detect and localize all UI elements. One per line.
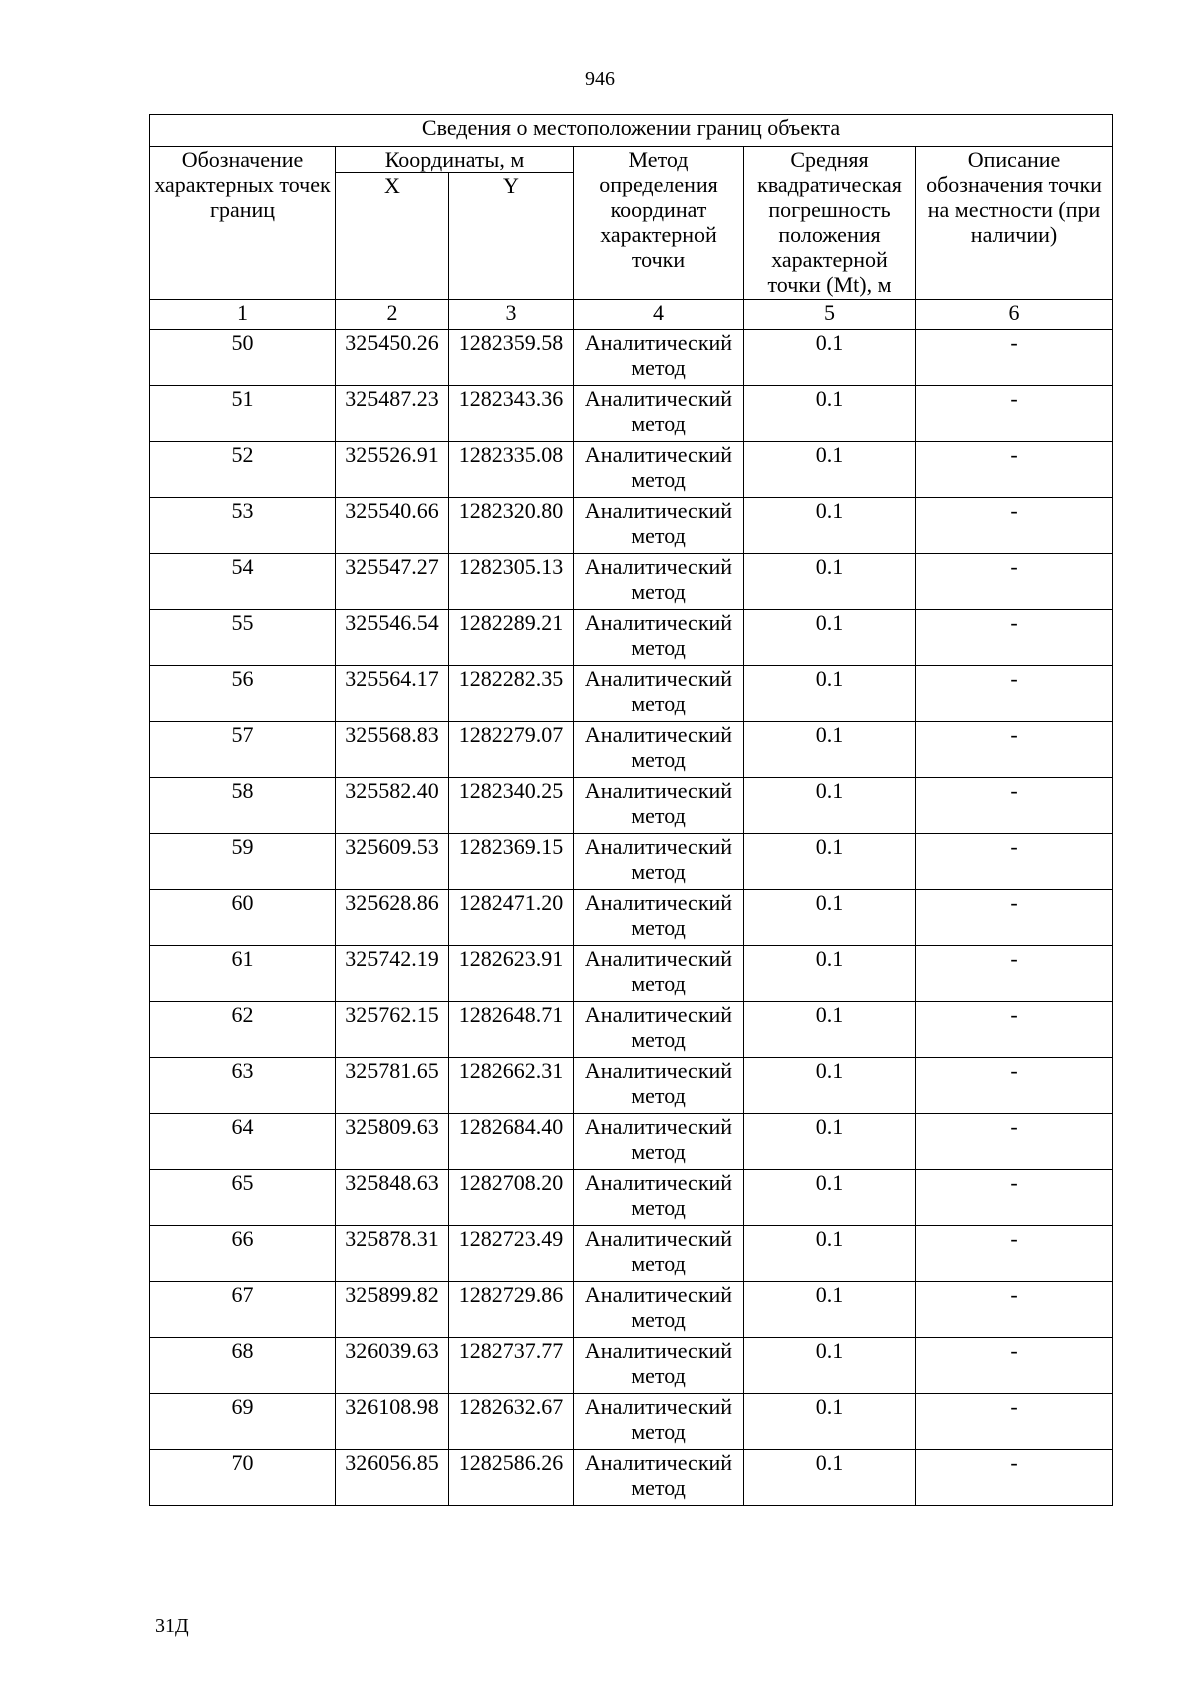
boundary-coordinates-table — [149, 114, 1113, 1506]
table-row — [150, 1450, 1113, 1506]
cell-x: 325628.86 — [336, 890, 449, 946]
cell-point: 51 — [150, 386, 336, 442]
table-row — [150, 442, 1113, 498]
table-row — [150, 890, 1113, 946]
cell-error: 0.1 — [744, 1058, 916, 1114]
cell-y: 1282320.80 — [449, 498, 574, 554]
cell-description: - — [916, 890, 1113, 946]
table-row — [150, 778, 1113, 834]
table-row — [150, 1394, 1113, 1450]
cell-point: 67 — [150, 1282, 336, 1338]
cell-method: Аналитический метод — [574, 330, 744, 386]
cell-error: 0.1 — [744, 666, 916, 722]
cell-error: 0.1 — [744, 1450, 916, 1506]
table-row — [150, 330, 1113, 386]
cell-method: Аналитический метод — [574, 610, 744, 666]
cell-description: - — [916, 1114, 1113, 1170]
cell-error: 0.1 — [744, 946, 916, 1002]
cell-method: Аналитический метод — [574, 778, 744, 834]
cell-y: 1282305.13 — [449, 554, 574, 610]
table-title: Сведения о местоположении границ объекта — [150, 115, 1113, 147]
cell-method: Аналитический метод — [574, 386, 744, 442]
cell-method: Аналитический метод — [574, 498, 744, 554]
cell-x: 325526.91 — [336, 442, 449, 498]
cell-error: 0.1 — [744, 330, 916, 386]
cell-x: 325878.31 — [336, 1226, 449, 1282]
cell-description: - — [916, 1450, 1113, 1506]
cell-x: 325848.63 — [336, 1170, 449, 1226]
cell-y: 1282684.40 — [449, 1114, 574, 1170]
cell-description: - — [916, 1282, 1113, 1338]
table-row — [150, 1170, 1113, 1226]
cell-x: 325781.65 — [336, 1058, 449, 1114]
cell-point: 52 — [150, 442, 336, 498]
cell-point: 53 — [150, 498, 336, 554]
cell-point: 64 — [150, 1114, 336, 1170]
cell-x: 326056.85 — [336, 1450, 449, 1506]
cell-method: Аналитический метод — [574, 442, 744, 498]
cell-method: Аналитический метод — [574, 1450, 744, 1506]
cell-error: 0.1 — [744, 610, 916, 666]
column-number: 6 — [916, 300, 1113, 330]
cell-x: 325568.83 — [336, 722, 449, 778]
cell-description: - — [916, 1058, 1113, 1114]
cell-y: 1282708.20 — [449, 1170, 574, 1226]
cell-description: - — [916, 722, 1113, 778]
cell-y: 1282471.20 — [449, 890, 574, 946]
cell-error: 0.1 — [744, 498, 916, 554]
cell-x: 325564.17 — [336, 666, 449, 722]
cell-error: 0.1 — [744, 1282, 916, 1338]
table-row — [150, 610, 1113, 666]
cell-description: - — [916, 1338, 1113, 1394]
cell-y: 1282359.58 — [449, 330, 574, 386]
cell-point: 63 — [150, 1058, 336, 1114]
cell-point: 62 — [150, 1002, 336, 1058]
cell-x: 325809.63 — [336, 1114, 449, 1170]
header-method: Метод определения координат характерной точки — [574, 147, 744, 300]
cell-point: 54 — [150, 554, 336, 610]
header-error: Средняя квадратическая погрешность положения характерной точки (Mt), м — [744, 147, 916, 300]
cell-error: 0.1 — [744, 1394, 916, 1450]
cell-x: 325450.26 — [336, 330, 449, 386]
cell-description: - — [916, 554, 1113, 610]
cell-point: 55 — [150, 610, 336, 666]
cell-description: - — [916, 610, 1113, 666]
cell-description: - — [916, 666, 1113, 722]
cell-x: 325546.54 — [336, 610, 449, 666]
cell-y: 1282623.91 — [449, 946, 574, 1002]
cell-point: 57 — [150, 722, 336, 778]
cell-y: 1282289.21 — [449, 610, 574, 666]
cell-x: 326039.63 — [336, 1338, 449, 1394]
cell-point: 56 — [150, 666, 336, 722]
cell-x: 325899.82 — [336, 1282, 449, 1338]
cell-method: Аналитический метод — [574, 1170, 744, 1226]
cell-error: 0.1 — [744, 834, 916, 890]
cell-x: 325742.19 — [336, 946, 449, 1002]
cell-y: 1282723.49 — [449, 1226, 574, 1282]
cell-point: 61 — [150, 946, 336, 1002]
cell-point: 50 — [150, 330, 336, 386]
cell-point: 69 — [150, 1394, 336, 1450]
cell-description: - — [916, 946, 1113, 1002]
cell-error: 0.1 — [744, 1002, 916, 1058]
header-coordinates: Координаты, м — [336, 147, 574, 173]
table-row — [150, 1058, 1113, 1114]
table-row — [150, 386, 1113, 442]
cell-method: Аналитический метод — [574, 666, 744, 722]
cell-error: 0.1 — [744, 890, 916, 946]
cell-y: 1282737.77 — [449, 1338, 574, 1394]
footer-code: 31Д — [155, 1615, 189, 1637]
table-row — [150, 1114, 1113, 1170]
table-row — [150, 554, 1113, 610]
column-number: 4 — [574, 300, 744, 330]
cell-error: 0.1 — [744, 722, 916, 778]
cell-method: Аналитический метод — [574, 1002, 744, 1058]
cell-method: Аналитический метод — [574, 554, 744, 610]
cell-method: Аналитический метод — [574, 1394, 744, 1450]
cell-description: - — [916, 442, 1113, 498]
header-y: Y — [449, 173, 574, 300]
cell-method: Аналитический метод — [574, 890, 744, 946]
cell-description: - — [916, 834, 1113, 890]
cell-error: 0.1 — [744, 1170, 916, 1226]
cell-error: 0.1 — [744, 554, 916, 610]
cell-y: 1282648.71 — [449, 1002, 574, 1058]
cell-x: 325540.66 — [336, 498, 449, 554]
header-description: Описание обозначения точки на местности (при наличии) — [916, 147, 1113, 300]
table-row — [150, 1282, 1113, 1338]
cell-y: 1282586.26 — [449, 1450, 574, 1506]
cell-point: 65 — [150, 1170, 336, 1226]
table-row — [150, 1338, 1113, 1394]
cell-y: 1282343.36 — [449, 386, 574, 442]
column-number: 1 — [150, 300, 336, 330]
cell-method: Аналитический метод — [574, 834, 744, 890]
cell-method: Аналитический метод — [574, 722, 744, 778]
cell-point: 68 — [150, 1338, 336, 1394]
cell-error: 0.1 — [744, 386, 916, 442]
cell-description: - — [916, 1002, 1113, 1058]
cell-description: - — [916, 330, 1113, 386]
cell-description: - — [916, 1394, 1113, 1450]
cell-point: 60 — [150, 890, 336, 946]
cell-y: 1282279.07 — [449, 722, 574, 778]
cell-description: - — [916, 386, 1113, 442]
cell-description: - — [916, 1170, 1113, 1226]
cell-x: 325487.23 — [336, 386, 449, 442]
table-row — [150, 722, 1113, 778]
cell-method: Аналитический метод — [574, 1338, 744, 1394]
cell-y: 1282662.31 — [449, 1058, 574, 1114]
cell-y: 1282340.25 — [449, 778, 574, 834]
cell-y: 1282335.08 — [449, 442, 574, 498]
cell-error: 0.1 — [744, 1114, 916, 1170]
cell-description: - — [916, 498, 1113, 554]
cell-description: - — [916, 778, 1113, 834]
cell-point: 58 — [150, 778, 336, 834]
cell-point: 59 — [150, 834, 336, 890]
header-point: Обозначение характерных точек границ — [150, 147, 336, 300]
column-number: 5 — [744, 300, 916, 330]
table-row — [150, 1226, 1113, 1282]
table-row — [150, 666, 1113, 722]
cell-x: 325547.27 — [336, 554, 449, 610]
column-number: 2 — [336, 300, 449, 330]
cell-error: 0.1 — [744, 778, 916, 834]
cell-y: 1282369.15 — [449, 834, 574, 890]
cell-description: - — [916, 1226, 1113, 1282]
table-row — [150, 946, 1113, 1002]
cell-x: 325582.40 — [336, 778, 449, 834]
column-number: 3 — [449, 300, 574, 330]
cell-x: 325609.53 — [336, 834, 449, 890]
cell-method: Аналитический метод — [574, 1226, 744, 1282]
cell-y: 1282282.35 — [449, 666, 574, 722]
cell-point: 70 — [150, 1450, 336, 1506]
table-row — [150, 834, 1113, 890]
cell-point: 66 — [150, 1226, 336, 1282]
page-number: 946 — [585, 68, 615, 90]
cell-error: 0.1 — [744, 442, 916, 498]
cell-error: 0.1 — [744, 1226, 916, 1282]
header-x: X — [336, 173, 449, 300]
cell-error: 0.1 — [744, 1338, 916, 1394]
cell-method: Аналитический метод — [574, 1114, 744, 1170]
cell-method: Аналитический метод — [574, 1282, 744, 1338]
cell-x: 326108.98 — [336, 1394, 449, 1450]
table-row — [150, 498, 1113, 554]
cell-x: 325762.15 — [336, 1002, 449, 1058]
cell-method: Аналитический метод — [574, 946, 744, 1002]
table-row — [150, 1002, 1113, 1058]
cell-y: 1282729.86 — [449, 1282, 574, 1338]
cell-method: Аналитический метод — [574, 1058, 744, 1114]
cell-y: 1282632.67 — [449, 1394, 574, 1450]
